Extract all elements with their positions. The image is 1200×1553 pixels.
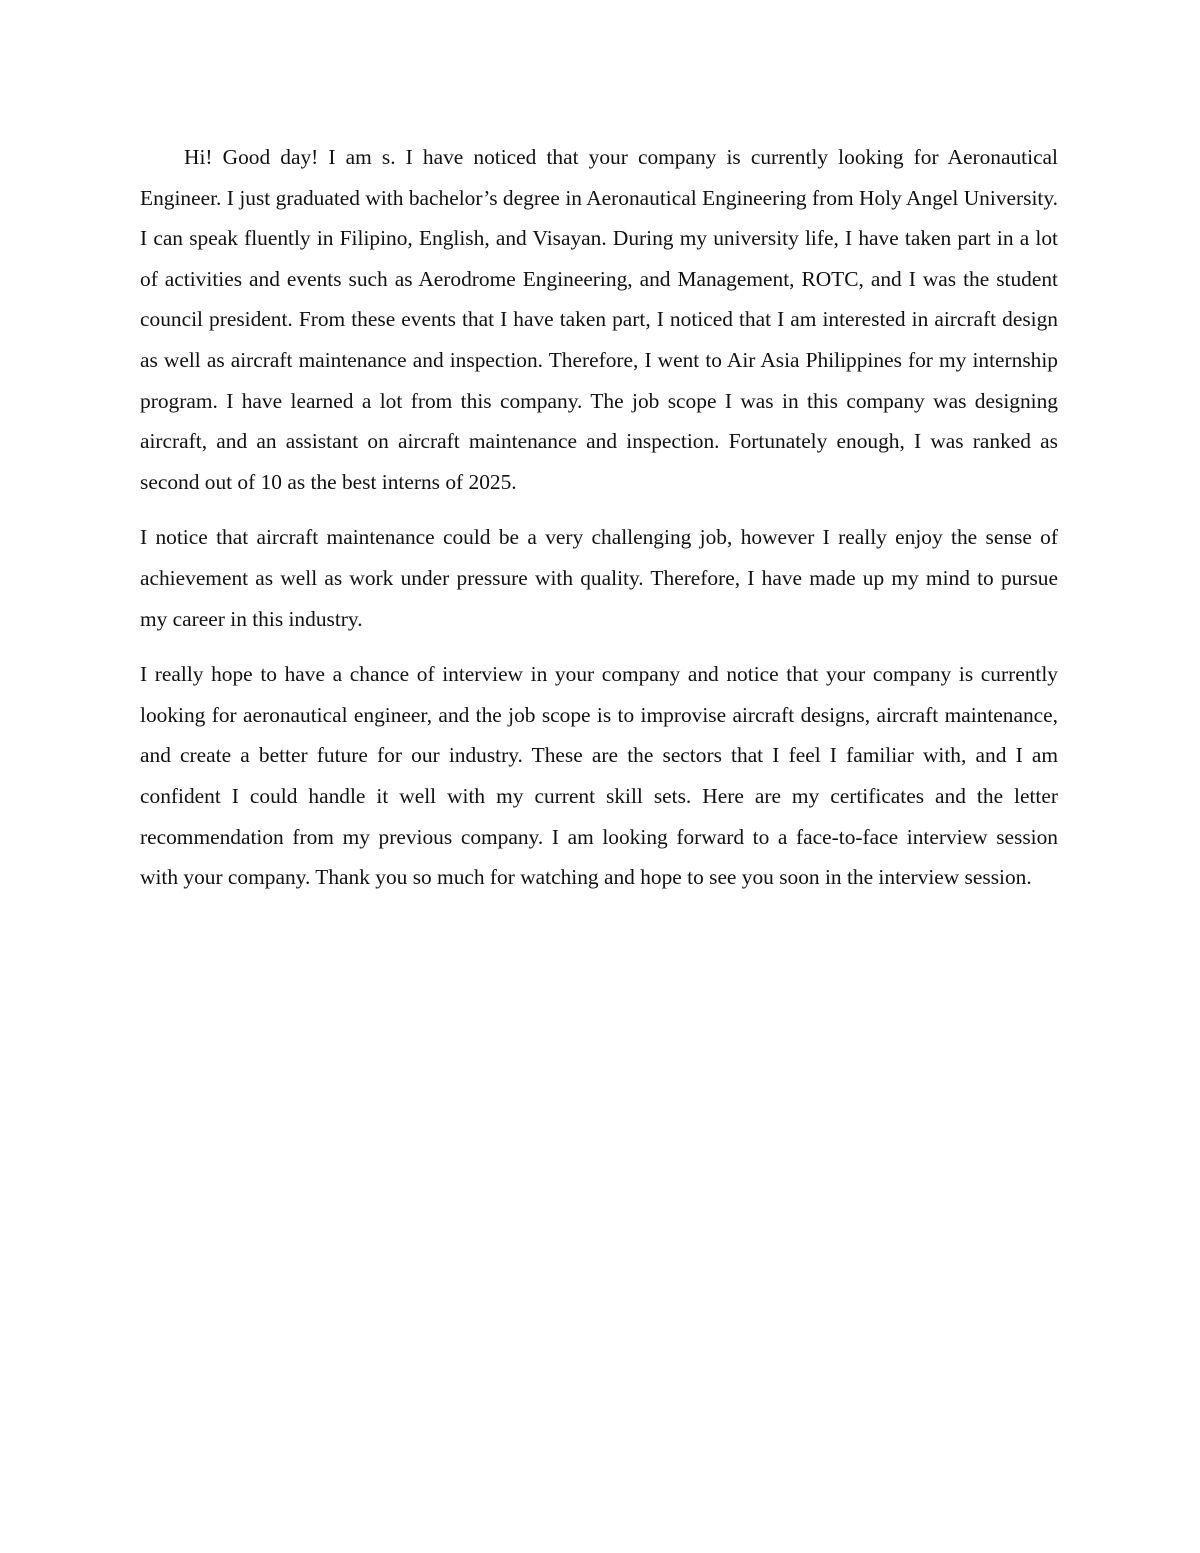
document-body — [140, 137, 1058, 913]
paragraph-introduction: Hi! Good day! I am s. I have noticed that your company is currently looking for Aeronautical Engineer. I just graduated with bachelor’s degree in Aeronautical Engineering from Holy Angel University. I can speak fluently in Filipino, English, and Visayan. During my university life, I have taken part in a lot of activities and events such as Aerodrome Engineering, and Management, ROTC, and I was the student council president. From these events that I have taken part, I noticed that I am interested in aircraft design as well as aircraft maintenance and inspection. Therefore, I went to Air Asia Philippines for my internship program. I have learned a lot from this company. The job scope I was in this company was designing aircraft, and an assistant on aircraft maintenance and inspection. Fortunately enough, I was ranked as second out of 10 as the best interns of 2025. — [140, 145, 1058, 494]
paragraph-closing: I really hope to have a chance of interview in your company and notice that your company is currently looking for aeronautical engineer, and the job scope is to improvise aircraft designs, aircraft maintenance, and create a better future for our industry. These are the sectors that I feel I familiar with, and I am confident I could handle it well with my current skill sets. Here are my certificates and the letter recommendation from my previous company. I am looking forward to a face-to-face interview session with your company. Thank you so much for watching and hope to see you soon in the interview session. — [140, 662, 1058, 890]
paragraph-motivation: I notice that aircraft maintenance could be a very challenging job, however I really enjoy the sense of achievement as well as work under pressure with quality. Therefore, I have made up my mind to pursue my career in this industry. — [140, 525, 1058, 631]
